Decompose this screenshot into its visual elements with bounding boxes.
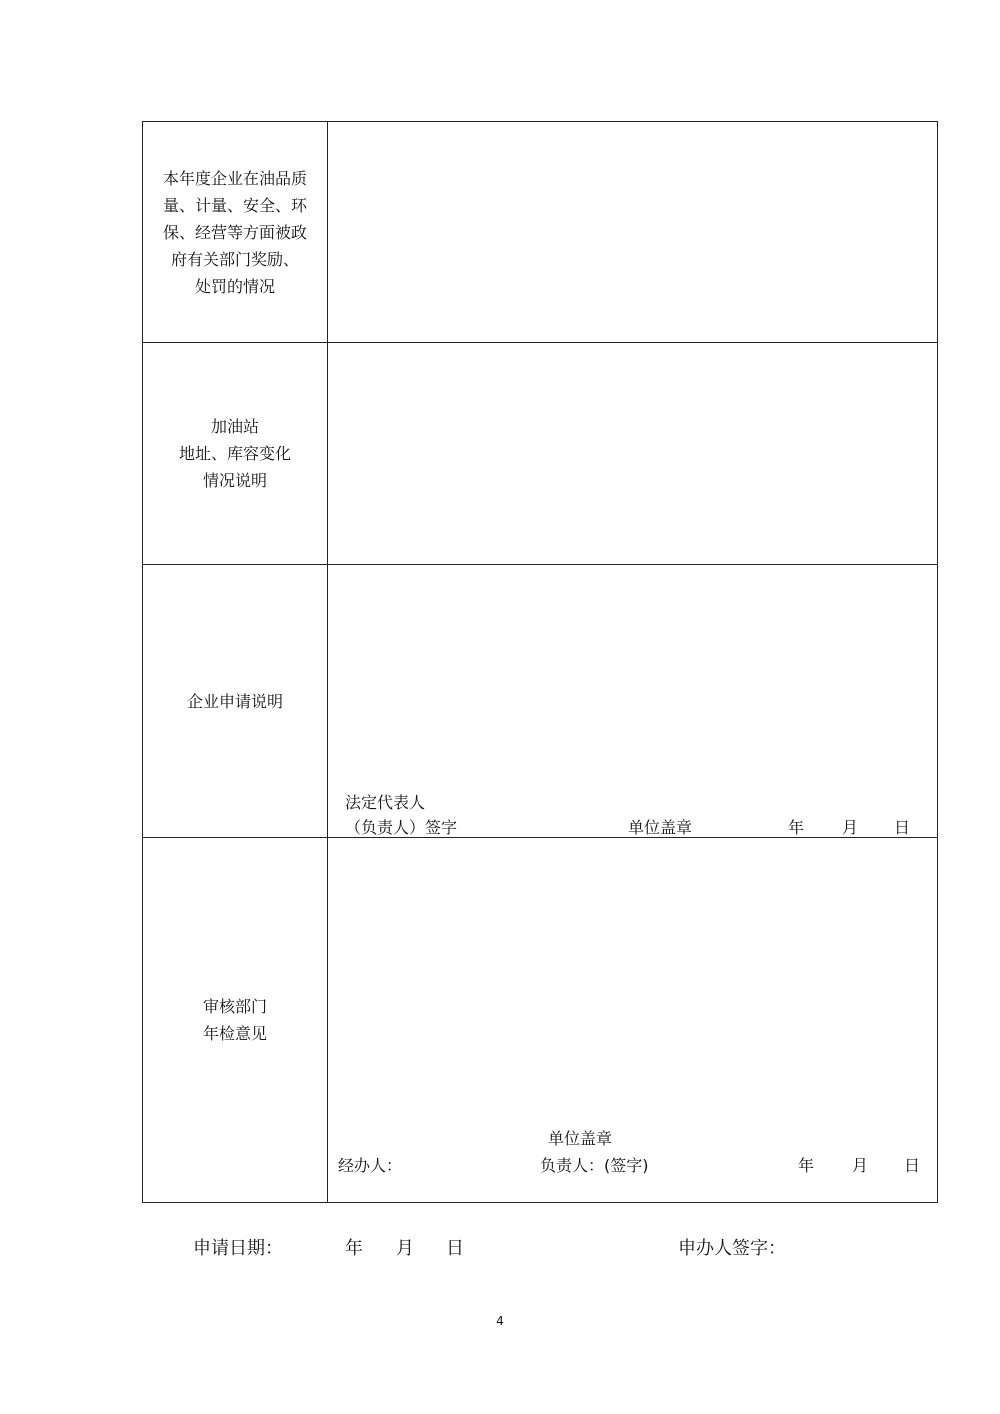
apply-date-label: 申请日期： xyxy=(193,1238,283,1259)
label-line: 府有关部门奖励、 xyxy=(170,249,299,269)
review-opinion-field[interactable] xyxy=(328,838,938,1203)
handler-label: 经办人： xyxy=(338,1156,403,1175)
day-label: 日 xyxy=(904,1156,921,1175)
month-label: 月 xyxy=(842,818,859,837)
annual-inspection-form-table xyxy=(142,121,938,1203)
label-line: 企业申请说明 xyxy=(186,691,283,711)
label-station-changes xyxy=(143,343,328,565)
apply-month-label: 月 xyxy=(396,1238,414,1259)
apply-day-label: 日 xyxy=(446,1238,464,1259)
unit-seal-label: 单位盖章 xyxy=(628,818,693,837)
application-statement-field[interactable] xyxy=(328,565,938,838)
month-label: 月 xyxy=(852,1156,869,1175)
label-review-opinion xyxy=(143,838,328,1203)
apply-year-label: 年 xyxy=(345,1238,363,1259)
label-line: 本年度企业在油品质 xyxy=(162,168,307,188)
label-line: 审核部门 xyxy=(202,997,267,1016)
table-row xyxy=(143,565,938,838)
station-changes-field[interactable] xyxy=(328,343,938,565)
label-line: 保、经营等方面被政 xyxy=(162,222,307,242)
label-line: 加油站 xyxy=(210,417,259,436)
label-line: 量、计量、安全、环 xyxy=(162,195,307,215)
label-application-statement xyxy=(143,565,328,838)
awards-penalties-field[interactable] xyxy=(328,122,938,343)
label-awards-penalties xyxy=(143,122,328,343)
label-line: 情况说明 xyxy=(202,471,267,490)
table-row xyxy=(143,122,938,343)
table-row xyxy=(143,838,938,1203)
label-line: 年检意见 xyxy=(202,1024,267,1043)
responsible-sign-label: 负责人：(签字) xyxy=(540,1156,649,1175)
day-label: 日 xyxy=(894,818,911,837)
year-label: 年 xyxy=(788,818,805,837)
label-line: 处罚的情况 xyxy=(194,276,275,296)
page-number: 4 xyxy=(496,1314,504,1328)
year-label: 年 xyxy=(798,1156,815,1175)
table-row xyxy=(143,343,938,565)
legal-rep-label: 法定代表人 xyxy=(345,793,426,812)
unit-seal-label: 单位盖章 xyxy=(548,1129,613,1148)
applicant-sign-label: 申办人签字： xyxy=(678,1238,786,1259)
legal-rep-sign-label: （负责人）签字 xyxy=(345,818,458,837)
label-line: 地址、库容变化 xyxy=(178,444,291,463)
